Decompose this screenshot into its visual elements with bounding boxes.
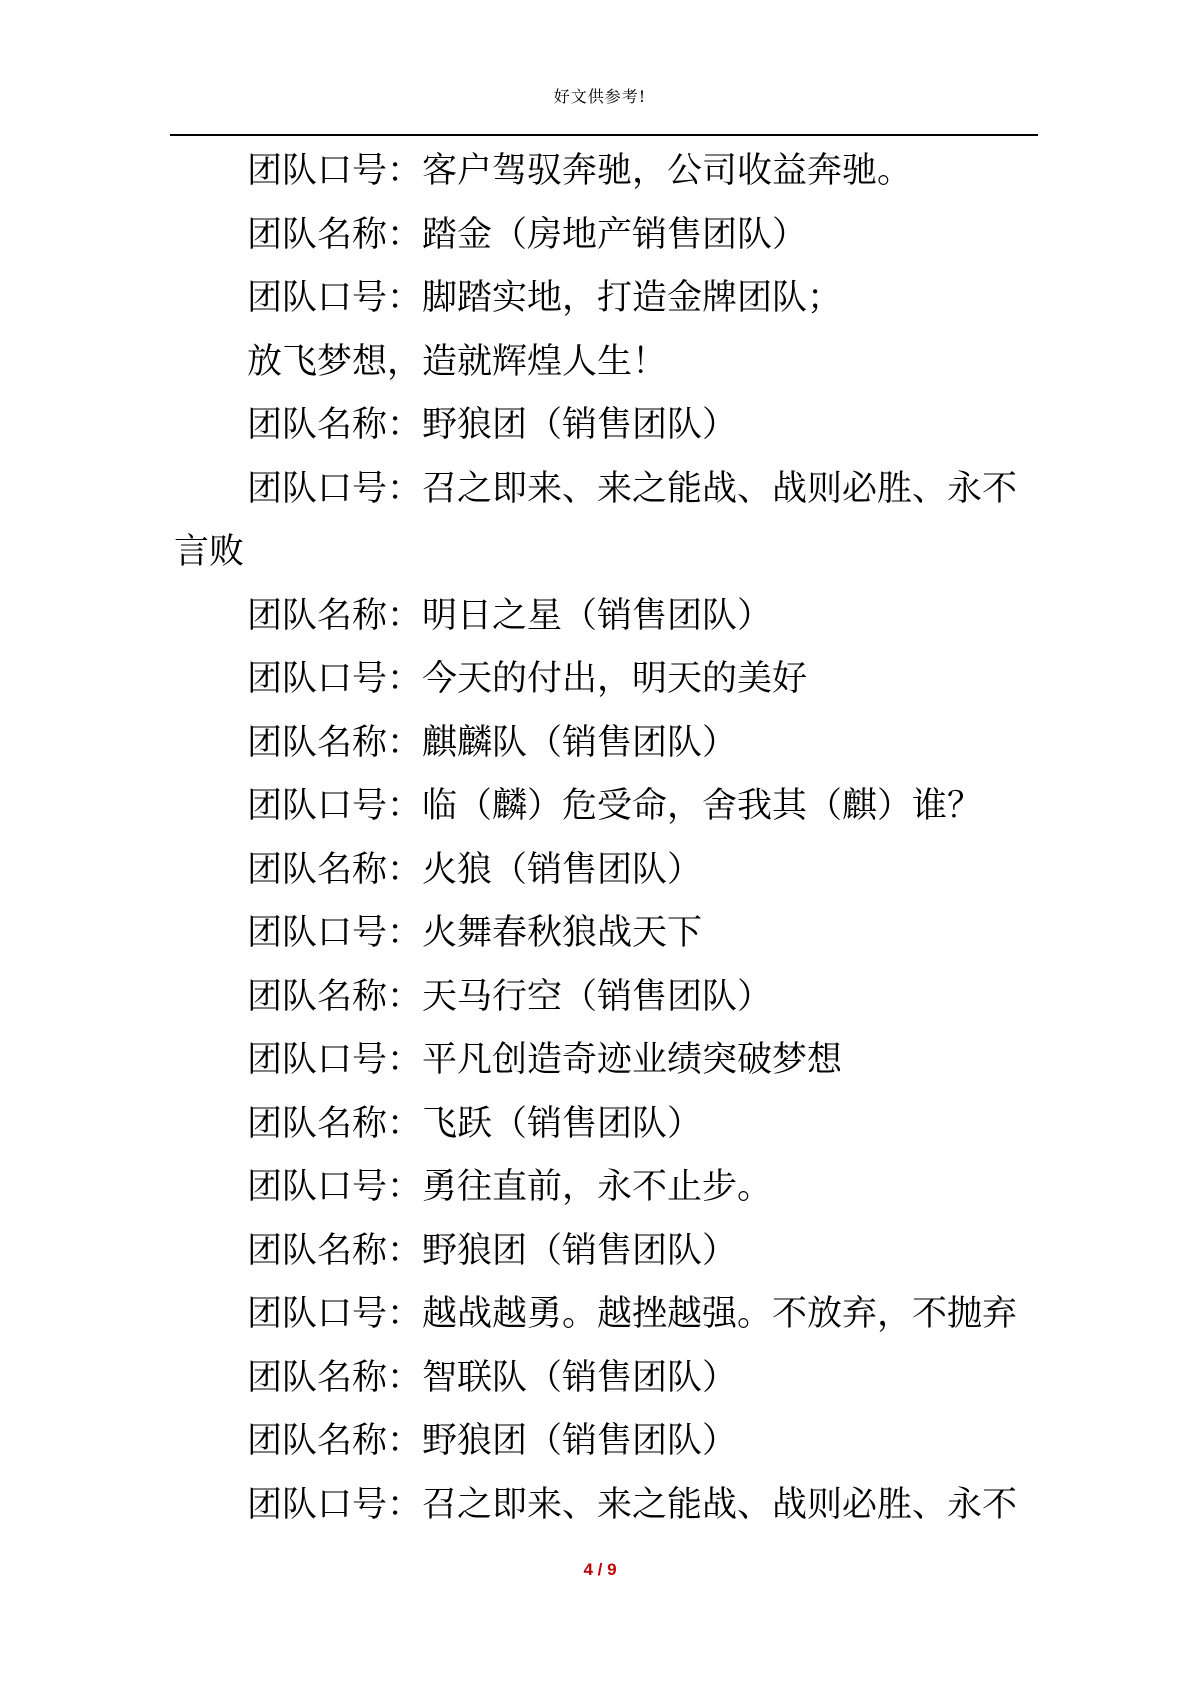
paragraph: 团队口号：客户驾驭奔驰，公司收益奔驰。 — [247, 151, 913, 191]
paragraph: 团队名称：火狼（销售团队） — [247, 849, 703, 890]
paragraph: 团队名称：野狼团（销售团队） — [247, 1421, 738, 1461]
paragraph: 团队口号：越战越勇。越挫越强。不放弃，不抛弃 — [247, 1294, 1018, 1334]
paragraph: 团队口号：平凡创造奇迹业绩突破梦想 — [247, 1040, 843, 1080]
page-number: 4 / 9 — [583, 1560, 617, 1579]
paragraph: 团队名称：踏金（房地产销售团队） — [247, 214, 808, 255]
header-rule — [170, 134, 1038, 136]
page-header: 好文供参考! — [553, 87, 647, 106]
paragraph: 团队口号：临（麟）危受命，舍我其（麒）谁？ — [247, 786, 983, 826]
paragraph: 团队口号：今天的付出，明天的美好 — [247, 659, 808, 699]
paragraph: 放飞梦想，造就辉煌人生！ — [247, 341, 668, 382]
paragraph: 团队名称：飞跃（销售团队） — [247, 1103, 703, 1144]
paragraph: 团队口号：召之即来、来之能战、战则必胜、永不言败 — [174, 468, 1018, 572]
paragraph: 团队名称：智联队（销售团队） — [247, 1357, 738, 1398]
paragraph: 团队口号：召之即来、来之能战、战则必胜、永不 — [247, 1484, 1018, 1525]
paragraph: 团队名称：野狼团（销售团队） — [247, 405, 738, 445]
document-body — [174, 140, 1040, 1537]
paragraph: 团队名称：天马行空（销售团队） — [247, 976, 773, 1017]
paragraph: 团队口号：火舞春秋狼战天下 — [247, 913, 703, 953]
paragraph: 团队口号：脚踏实地，打造金牌团队； — [247, 278, 843, 318]
paragraph: 团队名称：明日之星（销售团队） — [247, 595, 773, 636]
paragraph: 团队名称：麒麟队（销售团队） — [247, 722, 738, 763]
paragraph: 团队名称：野狼团（销售团队） — [247, 1230, 738, 1271]
paragraph: 团队口号：勇往直前，永不止步。 — [247, 1167, 773, 1207]
